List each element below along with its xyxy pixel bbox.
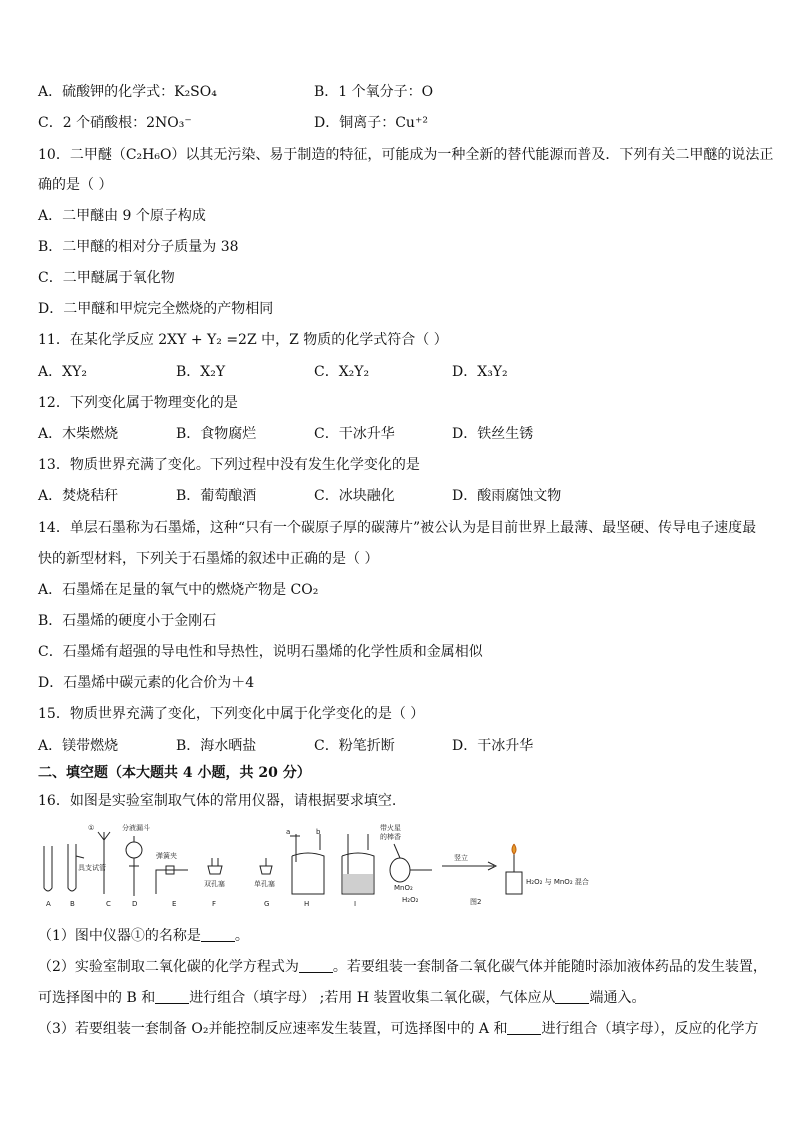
q11-stem: 11．在某化学反应 2XY + Y₂ =2Z 中，Z 物质的化学式符合（ ） (38, 332, 448, 348)
answer-blank-4[interactable] (555, 989, 589, 1004)
q13-option-c: C．冰块融化 (314, 488, 395, 504)
label-fig2: 图2 (470, 898, 482, 906)
q13-option-a: A．焚烧秸秆 (38, 488, 119, 504)
label-single-plug: 单孔塞 (254, 880, 275, 888)
figure-letter-g: G (264, 900, 270, 908)
figure-letter-a: A (46, 900, 51, 908)
q9-option-c: C．2 个硝酸根：2NO₃⁻ (38, 115, 192, 131)
gas-bottle-i-icon (342, 834, 374, 894)
side-arm-tube-b-icon (68, 844, 76, 891)
flask-splint-icon (390, 844, 432, 882)
q10-option-d: D．二甲醚和甲烷完全燃烧的产物相同 (38, 301, 274, 317)
q14-option-c: C．石墨烯有超强的导电性和导热性，说明石墨烯的化学性质和金属相似 (38, 644, 483, 660)
q12-option-d: D．铁丝生锈 (452, 426, 534, 442)
q11-option-a: A．XY₂ (38, 364, 87, 380)
q16-part1-text: （1）图中仪器①的名称是 (38, 928, 201, 944)
q10-stem-line2: 确的是（ ） (38, 177, 113, 193)
double-hole-stopper-icon (208, 858, 222, 874)
q16-part3-line1 (38, 1019, 758, 1039)
q11-option-b: B．X₂Y (176, 364, 226, 380)
q9-option-b: B．1 个氧分子：O (314, 84, 434, 100)
q14-stem-line2: 快的新型材料，下列关于石墨烯的叙述中正确的是（ ） (38, 551, 379, 567)
q16-part3-text-b: 进行组合（填字母），反应的化学方 (541, 1021, 759, 1037)
q16-part3-text-a: （3）若要组装一套制备 O₂并能控制反应速率发生装置，可选择图中的 A 和 (38, 1021, 508, 1037)
q16-part2-text-e: 端通入。 (589, 990, 646, 1006)
figure-letter-f: F (212, 900, 217, 908)
label-upright: 竖立 (454, 854, 468, 862)
answer-blank-3[interactable] (155, 989, 189, 1004)
label-funnel: 分液漏斗 (122, 824, 150, 832)
q15-option-c: C．粉笔折断 (314, 738, 395, 754)
q16-part2-text-a: （2）实验室制取二氧化碳的化学方程式为 (38, 959, 299, 975)
figure-letter-d: D (132, 900, 138, 908)
q16-part2-line1 (38, 957, 767, 977)
q13-option-d: D．酸雨腐蚀文物 (452, 488, 562, 504)
answer-blank-2[interactable] (299, 958, 333, 973)
q11-option-c: C．X₂Y₂ (314, 364, 370, 380)
label-double-plug: 双孔塞 (204, 880, 225, 888)
q11-option-d: D．X₃Y₂ (452, 364, 508, 380)
label-b: b (316, 828, 321, 836)
figure-letter-h: H (304, 900, 310, 908)
q16-part1 (38, 926, 249, 946)
figure-letter-e: E (172, 900, 177, 908)
apparatus-figure (38, 822, 598, 908)
q10-option-b: B．二甲醚的相对分子质量为 38 (38, 239, 239, 255)
label-h2o2: H₂O₂ (402, 896, 419, 904)
figure-letter-i: I (354, 900, 357, 908)
q15-stem: 15．物质世界充满了变化，下列变化中属于化学变化的是（ ） (38, 706, 425, 722)
q14-option-d: D．石墨烯中碳元素的化合价为＋4 (38, 675, 255, 691)
q10-option-c: C．二甲醚属于氧化物 (38, 270, 175, 286)
bent-tube-clamp-icon (156, 866, 188, 894)
label-tube: 具支试管 (78, 864, 106, 872)
single-hole-stopper-icon (260, 858, 272, 874)
label-mix: H₂O₂ 与 MnO₂ 混合 (526, 878, 589, 886)
label-splint2: 的棒香 (380, 833, 401, 841)
q14-stem-line1: 14．单层石墨称为石墨烯，这种“只有一个碳原子厚的碳薄片”被公认为是目前世界上最薄、最坚硬、传导电子速度最 (38, 520, 757, 536)
section-heading: 二、填空题（本大题共 4 小题，共 20 分） (38, 765, 311, 781)
q12-option-c: C．干冰升华 (314, 426, 395, 442)
q16-stem: 16．如图是实验室制取气体的常用仪器，请根据要求填空. (38, 793, 397, 809)
answer-blank-1[interactable] (201, 927, 235, 942)
label-clamp: 弹簧夹 (156, 852, 177, 860)
q13-stem: 13．物质世界充满了变化。下列过程中没有发生化学变化的是 (38, 457, 420, 473)
q9-option-d: D．铜离子：Cu⁺² (314, 115, 428, 131)
q13-option-b: B．葡萄酿酒 (176, 488, 257, 504)
q16-part2-line2 (38, 988, 645, 1008)
separatory-funnel-icon (126, 836, 142, 896)
q15-option-a: A．镁带燃烧 (38, 738, 119, 754)
figure-letter-c: C (106, 900, 111, 908)
q14-option-a: A．石墨烯在足量的氧气中的燃烧产物是 CO₂ (38, 582, 319, 598)
q15-option-b: B．海水晒盐 (176, 738, 257, 754)
q16-part2-text-c: 可选择图中的 B 和 (38, 990, 156, 1006)
q16-part2-text-b: 。若要组装一套制备二氧化碳气体并能随时添加液体药品的发生装置， (332, 959, 767, 975)
q12-stem: 12．下列变化属于物理变化的是 (38, 395, 238, 411)
figure-letter-b: B (70, 900, 75, 908)
q16-part1-end: 。 (234, 928, 249, 944)
q12-option-b: B．食物腐烂 (176, 426, 257, 442)
q12-option-a: A．木柴燃烧 (38, 426, 119, 442)
q15-option-d: D．干冰升华 (452, 738, 534, 754)
q10-option-a: A．二甲醚由 9 个原子构成 (38, 208, 206, 224)
q14-option-b: B．石墨烯的硬度小于金刚石 (38, 613, 217, 629)
gas-bottle-h-icon (290, 834, 324, 894)
label-a: a (286, 828, 291, 836)
answer-blank-5[interactable] (507, 1020, 541, 1035)
test-tube-a-icon (44, 846, 52, 891)
label-splint1: 带火星 (380, 824, 401, 832)
label-circle1: ① (88, 824, 95, 832)
label-mno2: MnO₂ (394, 884, 413, 892)
q16-part2-text-d: 进行组合（填字母） ;若用 H 装置收集二氧化碳，气体应从 (189, 990, 556, 1006)
q9-option-a: A．硫酸钾的化学式：K₂SO₄ (38, 84, 217, 100)
q10-stem-line1: 10．二甲醚（C₂H₆O）以其无污染、易于制造的特征，可能成为一种全新的替代能源而普及．下列有关二甲醚的说法正 (38, 147, 774, 163)
upright-vessel-icon (506, 844, 522, 894)
